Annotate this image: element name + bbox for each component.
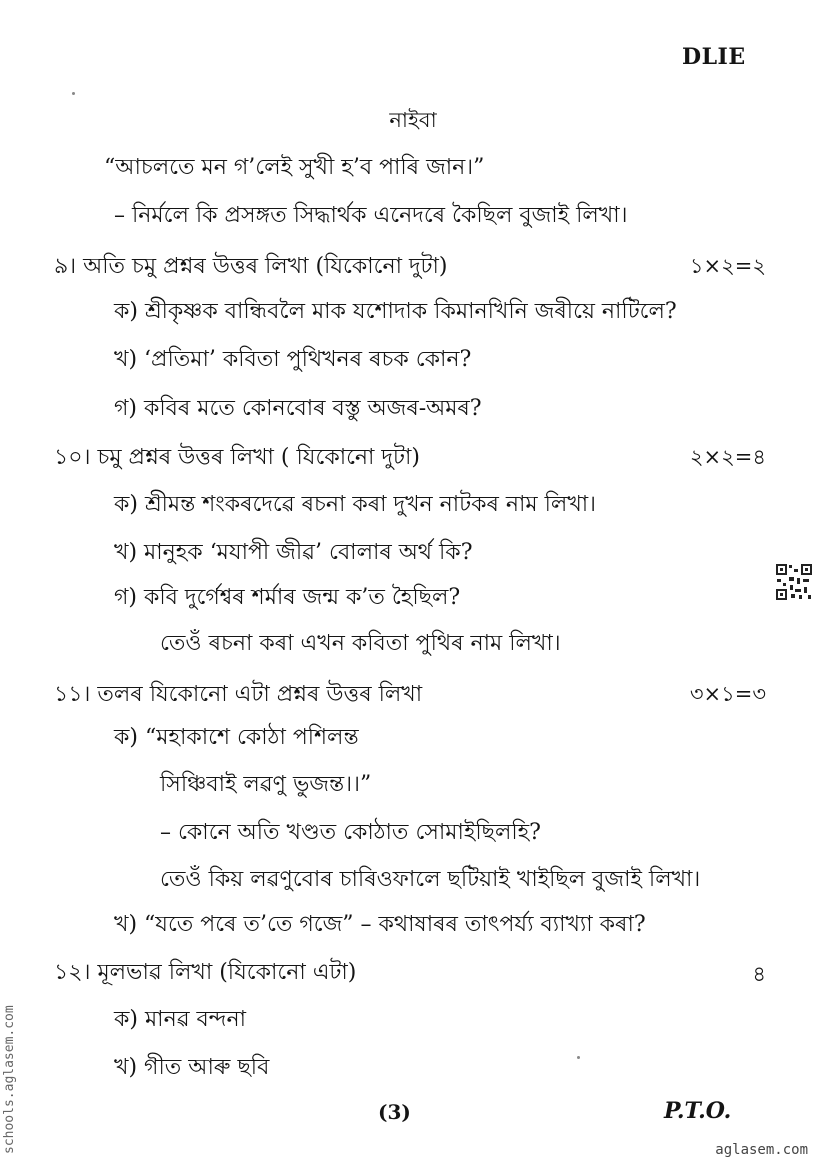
scan-speck (577, 1056, 580, 1059)
question-11: ১১। তলৰ যিকোনো এটা প্ৰশ্নৰ উত্তৰ লিখা (54, 682, 423, 707)
question-9-c: গ) কবিৰ মতে কোনবোৰ বস্তু অজৰ-অমৰ? (114, 396, 482, 421)
question-12-b: খ) গীত আৰু ছবি (114, 1055, 270, 1080)
scan-speck (72, 92, 75, 95)
question-10: ১০। চমু প্ৰশ্নৰ উত্তৰ লিখা ( যিকোনো দুটা) (54, 445, 420, 470)
question-11-b: খ) “যতে পৰে ত’তে গজে” – কথাষাৰৰ তাৎপৰ্য্য ব্যাখ্যা কৰা? (114, 912, 646, 937)
question-9-a: ক) শ্ৰীকৃষ্ণক বান্ধিবলৈ মাক যশোদাক কিমানখিনি জৰীয়ে নাটিলে? (114, 299, 677, 324)
question-9-marks: ১×২=২ (689, 254, 766, 278)
question-11-a: ক) “মহাকাশে কোঠা পশিলন্ত (114, 725, 359, 750)
question-11-a-line2: সিঞ্চিবাই লৱণু ভুজন্ত।।” (160, 772, 372, 797)
pto-label: P.T.O. (664, 1098, 732, 1124)
question-9: ৯। অতি চমু প্ৰশ্নৰ উত্তৰ লিখা (যিকোনো দুটা) (54, 254, 448, 279)
page-number: (3) (378, 1100, 411, 1124)
corner-watermark: aglasem.com (715, 1142, 808, 1158)
section-title: নাইবা (389, 108, 437, 132)
question-11-a-line4: তেওঁ কিয় লৱণুবোৰ চাৰিওফালে ছটিয়াই খাইছিল বুজাই লিখা। (160, 867, 701, 892)
question-10-b: খ) মানুহক ‘মযাপী জীৱ’ বোলাৰ অৰ্থ কি? (114, 540, 473, 565)
question-9-b: খ) ‘প্ৰতিমা’ কবিতা পুথিখনৰ ৰচক কোন? (114, 347, 472, 372)
question-12-marks: ৪ (752, 962, 766, 986)
question-10-a: ক) শ্ৰীমন্ত শংকৰদেৱে ৰচনা কৰা দুখন নাটকৰ নাম লিখা। (114, 492, 597, 517)
question-10-c: গ) কবি দুৰ্গেশ্বৰ শৰ্মাৰ জন্ম ক’ত হৈছিল? (114, 585, 461, 610)
side-watermark: schools.aglasem.com (2, 1005, 17, 1154)
question-11-marks: ৩×১=৩ (689, 682, 766, 706)
question-12: ১২। মূলভাৱ লিখা (যিকোনো এটা) (54, 960, 357, 985)
question-11-a-line3: – কোনে অতি খণ্ডত কোঠাত সোমাইছিলহি? (160, 820, 541, 845)
quote-line: “আচলতে মন গ’লেই সুখী হ’ব পাৰি জান।” (104, 155, 485, 180)
quote-question: – নিৰ্মলে কি প্ৰসঙ্গত সিদ্ধাৰ্থক এনেদৰে কৈছিল বুজাই লিখা। (114, 203, 628, 228)
paper-code: DLIE (682, 44, 746, 70)
question-12-a: ক) মানৱ বন্দনা (114, 1007, 246, 1032)
question-10-marks: ২×২=৪ (689, 445, 766, 469)
question-10-c-continued: তেওঁ ৰচনা কৰা এখন কবিতা পুথিৰ নাম লিখা। (160, 631, 561, 656)
qr-code-icon (775, 563, 813, 601)
